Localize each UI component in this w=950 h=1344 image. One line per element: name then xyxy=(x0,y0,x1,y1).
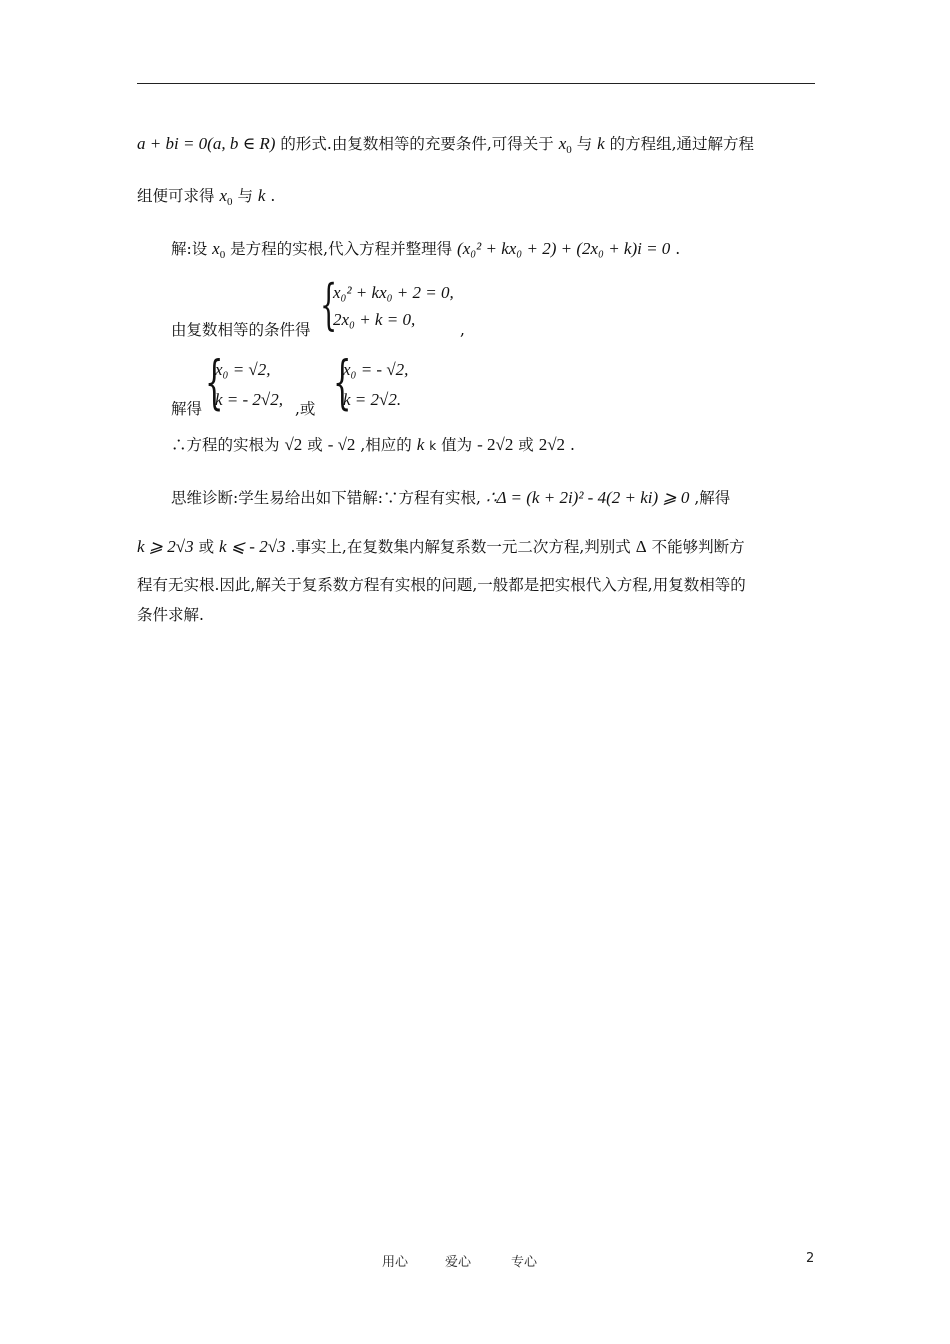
diagnosis-text-3: .事实上,在复数集内解复系数一元二次方程,判别式 xyxy=(290,538,631,556)
var-k: k xyxy=(597,134,605,153)
diagnosis-text-1: 思维诊断:学生易给出如下错解:∵方程有实根, xyxy=(171,489,481,507)
word-and: 与 xyxy=(576,135,593,153)
subscript-0: 0 xyxy=(566,144,572,156)
diagnosis-line3: 程有无实根.因此,解关于复系数方程有实根的问题,一般都是把实根代入方程,用复数相等的 xyxy=(137,576,746,594)
word-or-b: 或 xyxy=(518,436,534,454)
var-k-b: k xyxy=(257,186,266,205)
diagnosis-line1 xyxy=(171,489,730,507)
diagnosis-line2 xyxy=(137,538,745,556)
var-x0-b: x xyxy=(219,186,227,205)
var-k-c: k xyxy=(416,435,425,454)
var-k-small: k xyxy=(429,439,437,453)
system2-prefix: 解得 xyxy=(171,400,203,418)
discriminant-inequality: ∴Δ = (k + 2i)² - 4(2 + ki) ⩾ 0 xyxy=(485,488,690,507)
var-x0-c: x xyxy=(212,239,220,258)
conclusion-text-2: ,相应的 xyxy=(360,436,412,454)
para1-text-1: 的形式.由复数相等的充要条件,可得关于 xyxy=(280,135,554,153)
system1-row1: x₀² + kx₀ + 2 = 0, xyxy=(333,283,454,302)
system2b-brace: { xyxy=(333,348,352,416)
para1-text-3: 组便可求得 xyxy=(137,187,215,205)
solution-period: . xyxy=(675,240,681,258)
solution-line xyxy=(171,240,680,261)
system2b-row2: k = 2√2. xyxy=(343,390,402,409)
footer-motto-2: 爱心 xyxy=(445,1255,472,1270)
subscript-0-b: 0 xyxy=(227,196,233,208)
system2b-row1: x₀ = - √2, xyxy=(343,360,409,379)
system1-row2: 2x₀ + k = 0, xyxy=(333,310,416,329)
delta-symbol: Δ xyxy=(635,537,647,556)
conclusion-line xyxy=(171,436,575,454)
page-number: 2 xyxy=(806,1251,815,1266)
system1-comma: , xyxy=(460,321,465,339)
para1-line2 xyxy=(137,187,275,208)
solution-text: 是方程的实根,代入方程并整理得 xyxy=(230,240,453,258)
system1-brace: { xyxy=(320,273,338,336)
wrong-result-2: k ⩽ - 2√3 xyxy=(219,537,286,556)
root-1: √2 xyxy=(284,435,303,454)
conclusion-period: . xyxy=(570,436,575,454)
diagnosis-text-4: 不能够判断方 xyxy=(651,538,745,556)
therefore-text: ∴方程的实根为 xyxy=(171,436,280,454)
k-value-1: - 2√2 xyxy=(477,435,514,454)
system2a-row1: x₀ = √2, xyxy=(215,360,271,379)
word-or-c: 或 xyxy=(198,538,215,556)
var-x0: x xyxy=(558,134,567,153)
footer-motto-1: 用心 xyxy=(382,1255,409,1270)
substituted-equation: (x₀² + kx₀ + 2) + (2x₀ + k)i = 0 xyxy=(457,239,671,258)
para1-text-2: 的方程组,通过解方程 xyxy=(609,135,755,153)
para1-line1 xyxy=(137,135,754,156)
diagnosis-line4: 条件求解. xyxy=(137,606,204,624)
conclusion-text-3: 值为 xyxy=(441,436,473,454)
footer-motto-3: 专心 xyxy=(511,1255,538,1270)
word-and-b: 与 xyxy=(237,187,253,205)
complex-form-equation: a + bi = 0(a, b ∈ R) xyxy=(137,134,276,153)
system2a-brace: { xyxy=(205,348,224,416)
word-or: 或 xyxy=(307,436,323,454)
root-2: - √2 xyxy=(327,435,356,454)
system2a-row2: k = - 2√2, xyxy=(215,390,284,409)
diagnosis-text-2: ,解得 xyxy=(694,489,731,507)
solution-label: 解:设 xyxy=(171,240,208,258)
para1-period: . xyxy=(270,187,276,205)
header-rule xyxy=(137,83,815,84)
wrong-result-1: k ⩾ 2√3 xyxy=(137,537,194,556)
system2-separator: ,或 xyxy=(295,400,316,418)
k-value-2: 2√2 xyxy=(538,435,566,454)
subscript-0-c: 0 xyxy=(219,249,226,261)
system1-prefix: 由复数相等的条件得 xyxy=(171,321,311,339)
